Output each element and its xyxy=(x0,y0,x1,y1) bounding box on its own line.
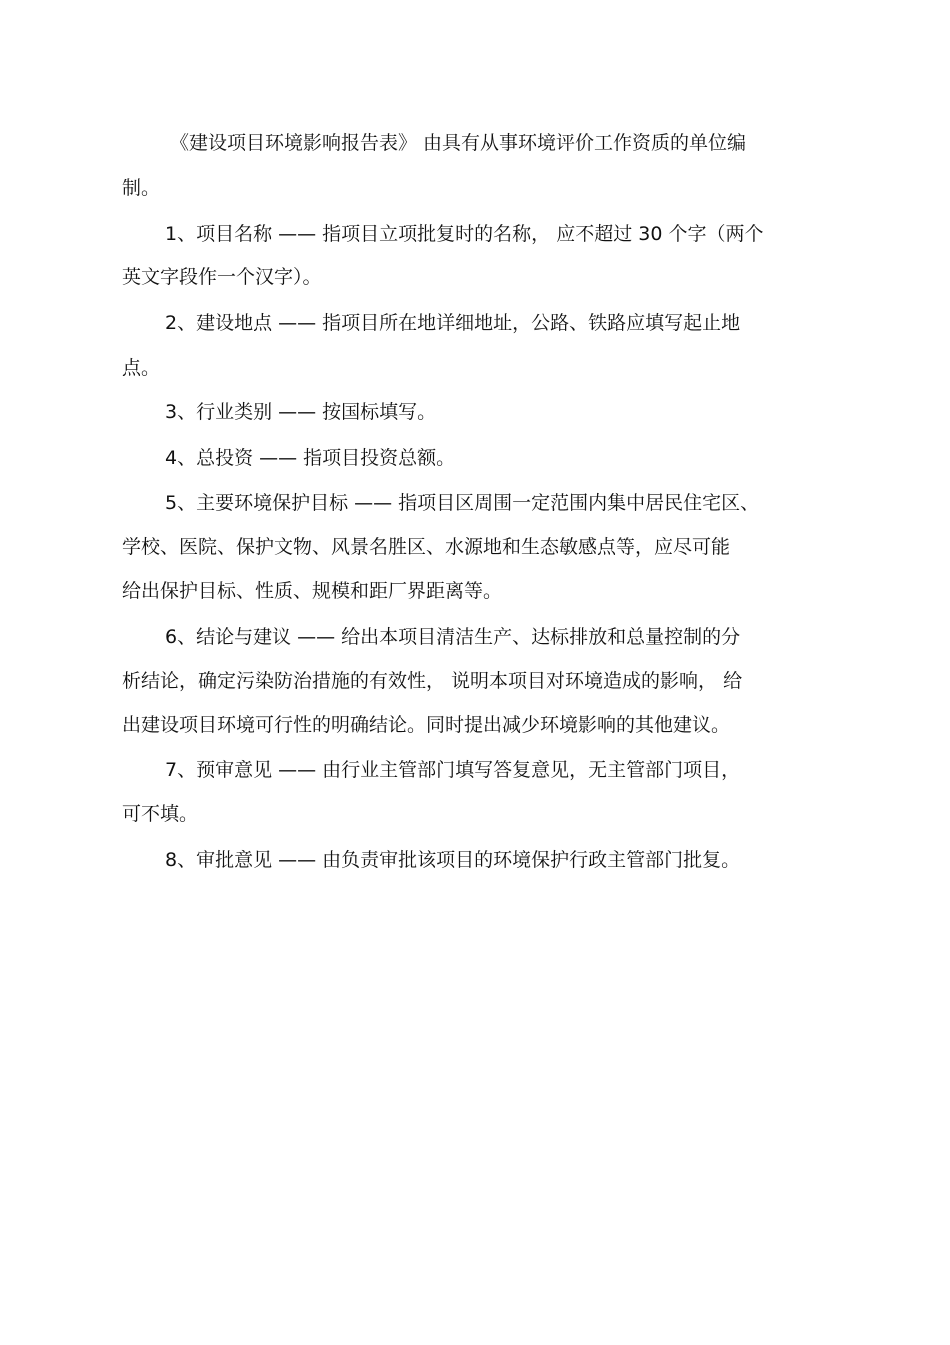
item-4-line: 4、总投资 —— 指项目投资总额。 xyxy=(165,447,456,469)
item-2-line-2: 点。 xyxy=(122,357,161,379)
item-7-line-1: 7、预审意见 —— 由行业主管部门填写答复意见，无主管部门项目， xyxy=(165,759,741,781)
item-1-line-1: 1、项目名称 —— 指项目立项批复时的名称， 应不超过 30 个字（两个 xyxy=(165,223,764,245)
intro-line-2: 制。 xyxy=(122,177,161,199)
item-8-line: 8、审批意见 —— 由负责审批该项目的环境保护行政主管部门批复。 xyxy=(165,849,741,871)
item-7-line-2: 可不填。 xyxy=(122,803,199,825)
intro-line-1: 《建设项目环境影响报告表》 由具有从事环境评价工作资质的单位编 xyxy=(170,132,747,154)
item-6-line-3: 出建设项目环境可行性的明确结论。同时提出减少环境影响的其他建议。 xyxy=(122,714,731,736)
item-5-line-2: 学校、医院、保护文物、风景名胜区、水源地和生态敏感点等，应尽可能 xyxy=(122,536,731,558)
item-3-line: 3、行业类别 —— 按国标填写。 xyxy=(165,401,437,423)
item-2-line-1: 2、建设地点 —— 指项目所在地详细地址，公路、铁路应填写起止地 xyxy=(165,312,741,334)
item-5-line-3: 给出保护目标、性质、规模和距厂界距离等。 xyxy=(122,580,503,602)
item-6-line-1: 6、结论与建议 —— 给出本项目清洁生产、达标排放和总量控制的分 xyxy=(165,626,741,648)
item-6-line-2: 析结论，确定污染防治措施的有效性， 说明本项目对环境造成的影响， 给 xyxy=(122,670,743,692)
item-1-line-2: 英文字段作一个汉字）。 xyxy=(122,266,322,288)
item-5-line-1: 5、主要环境保护目标 —— 指项目区周围一定范围内集中居民住宅区、 xyxy=(165,492,760,514)
